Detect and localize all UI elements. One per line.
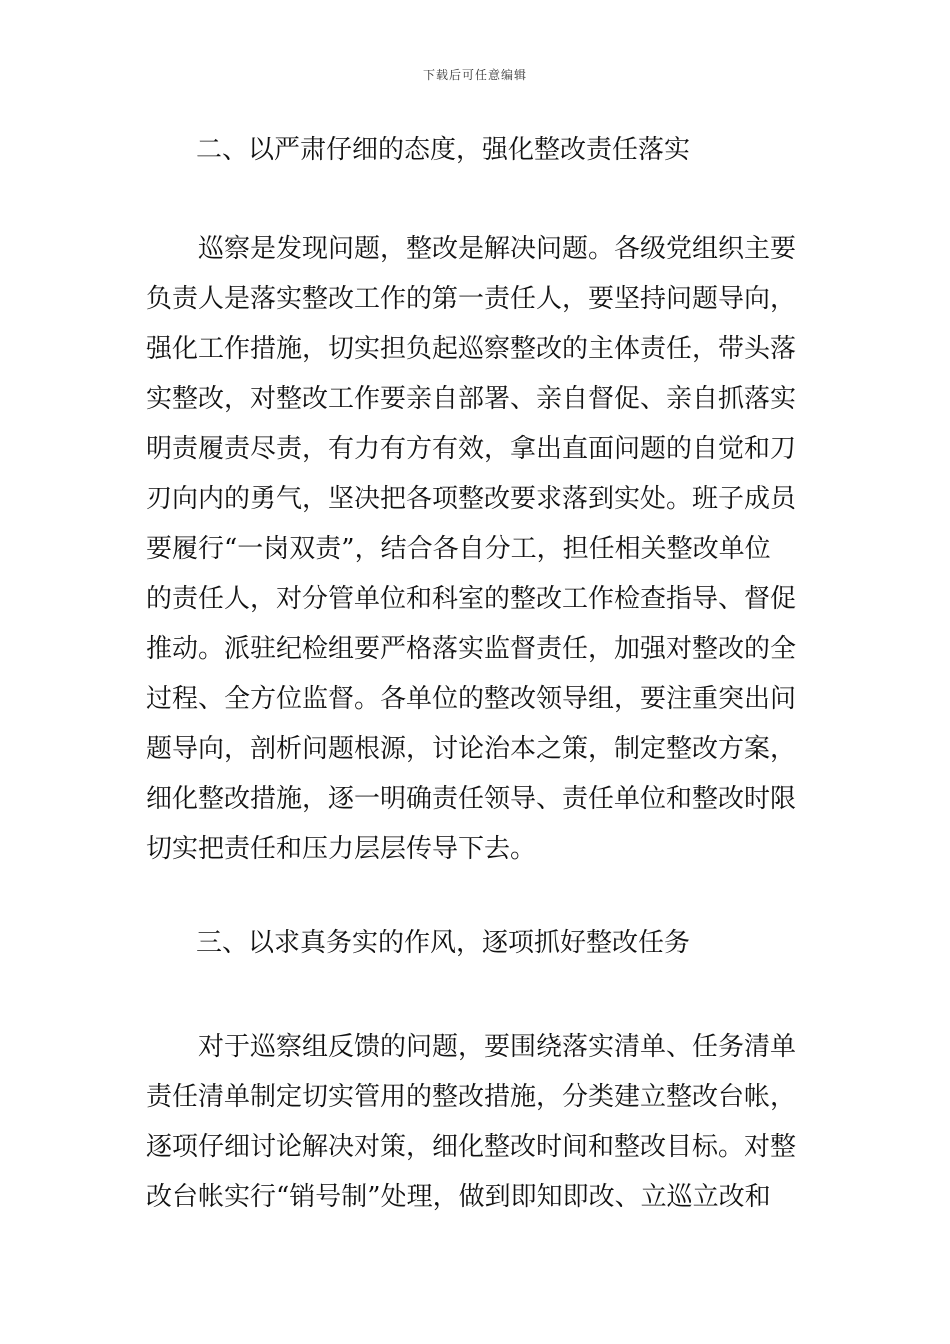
- paragraph-line: 推动。派驻纪检组要严格落实监督责任，加强对整改的全: [146, 634, 797, 664]
- paragraph-line: 强化工作措施，切实担负起巡察整改的主体责任，带头落: [146, 334, 797, 364]
- paragraph-line: 负责人是落实整改工作的第一责任人，要坚持问题导向，: [146, 284, 797, 314]
- section-heading-2: 二、以严肃仔细的态度，强化整改责任落实: [196, 135, 691, 165]
- paragraph-line: 责任清单制定切实管用的整改措施，分类建立整改台帐，: [146, 1082, 797, 1112]
- paragraph-line: 题导向，剖析问题根源，讨论治本之策，制定整改方案，: [146, 734, 797, 764]
- paragraph-line: 巡察是发现问题，整改是解决问题。各级党组织主要: [198, 234, 797, 264]
- paragraph-line: 改台帐实行“销号制”处理，做到即知即改、立巡立改和: [146, 1182, 771, 1212]
- paragraph-line: 的责任人，对分管单位和科室的整改工作检查指导、督促: [146, 584, 797, 614]
- paragraph-line: 要履行“一岗双责”，结合各自分工，担任相关整改单位: [146, 534, 771, 564]
- paragraph-line: 实整改，对整改工作要亲自部署、亲自督促、亲自抓落实: [146, 384, 797, 414]
- paragraph-line: 逐项仔细讨论解决对策，细化整改时间和整改目标。对整: [146, 1132, 797, 1162]
- section-heading-3: 三、以求真务实的作风，逐项抓好整改任务: [196, 928, 691, 958]
- paragraph-line: 切实把责任和压力层层传导下去。: [146, 834, 537, 864]
- paragraph-line: 刃向内的勇气，坚决把各项整改要求落到实处。班子成员: [146, 484, 797, 514]
- section-2-paragraph: [146, 224, 806, 874]
- paragraph-line: 细化整改措施，逐一明确责任领导、责任单位和整改时限: [146, 784, 797, 814]
- header-watermark: 下载后可任意编辑: [422, 68, 527, 82]
- paragraph-line: 明责履责尽责，有力有方有效，拿出直面问题的自觉和刀: [146, 434, 797, 464]
- paragraph-line: 过程、全方位监督。各单位的整改领导组，要注重突出问: [146, 684, 797, 714]
- paragraph-line: 对于巡察组反馈的问题，要围绕落实清单、任务清单: [198, 1032, 797, 1062]
- section-3-paragraph: [146, 1022, 806, 1222]
